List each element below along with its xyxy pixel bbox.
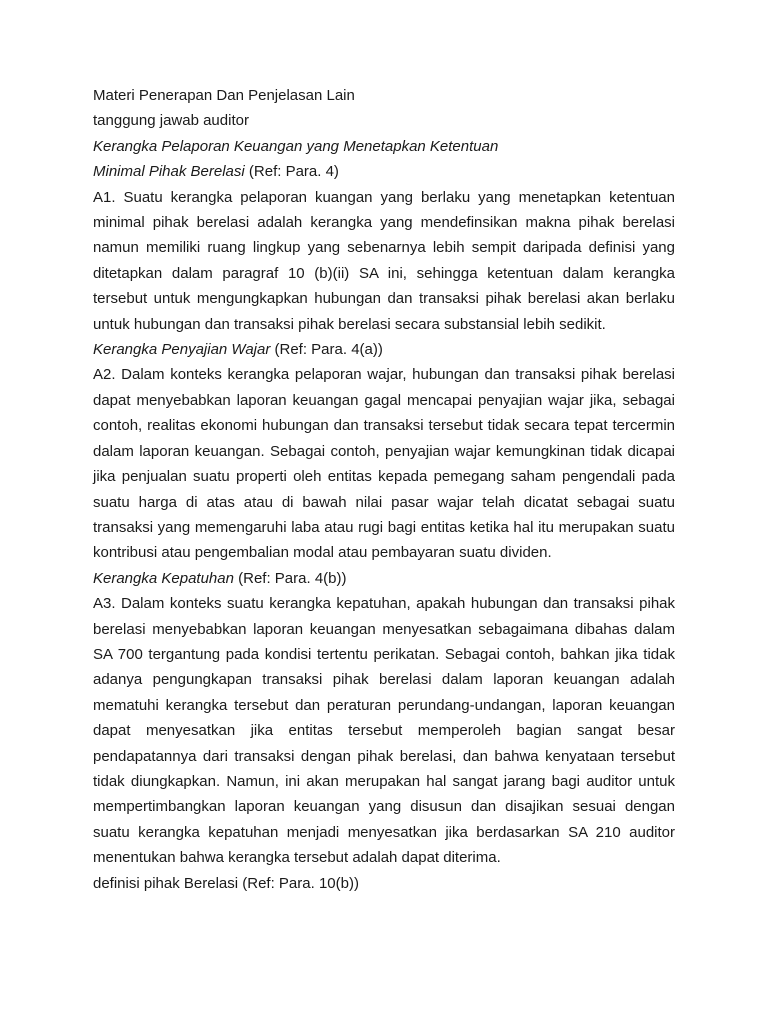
section-heading-fair-ref: (Ref: Para. 4(a))	[270, 341, 383, 359]
section-heading-compliance-ref: (Ref: Para. 4(b))	[233, 569, 347, 587]
paragraph-a3-text: A3. Dalam konteks suatu kerangka kepatuhan, apakah hubungan dan transaksi pihak berelasi menyebabkan laporan keuangan menyesatkan sebagaimana dibahas dalam SA 700 tergantung pada kondisi tertentu perikatan. Sebagai contoh, bahkan jika tidak adanya pengungkapan transaksi pihak berelasi dalam laporan keuangan adalah mematuhi kerangka tersebut dan peraturan perundang-undangan, laporan keuangan dapat menyesatkan jika entitas tersebut memperoleh bagian sangat besar pendapatannya dari transaksi dengan pihak berelasi, dan bahwa kenyataan tersebut tidak diungkapkan. Namun, ini akan merupakan hal sangat jarang bagi auditor untuk mempertimbangkan laporan keuangan yang disusun dan disajikan sesuai dengan suatu kerangka kepatuhan menjadi menyesatkan jika berdasarkan SA 210 auditor menentukan bahwa kerangka tersebut adalah dapat diterima.	[93, 595, 675, 867]
paragraph-a2-text: A2. Dalam konteks kerangka pelaporan wajar, hubungan dan transaksi pihak berelasi dapat menyebabkan laporan keuangan gagal mencapai penyajian wajar jika, sebagai contoh, realitas ekonomi hubungan dan transaksi tersebut tidak secara tepat tercermin dalam laporan keuangan. Sebagai contoh, penyajian wajar kemungkinan tidak dicapai jika penjualan suatu properti oleh entitas kepada pemegang saham pengendali pada suatu harga di atas atau di bawah nilai pasar wajar telah dicatat sebagai suatu transaksi yang memengaruhi laba atau rugi bagi entitas ketika hal itu merupakan suatu kontribusi atau pengembalian modal atau pembayaran suatu dividen.	[93, 366, 675, 562]
section-heading-minimal-ref: (Ref: Para. 4)	[244, 163, 339, 181]
document-page	[93, 83, 675, 896]
section-heading-minimal-title: Minimal Pihak Berelasi	[93, 163, 245, 181]
paragraph-a1	[93, 185, 675, 337]
paragraph-a2	[93, 362, 675, 565]
section-heading-minimal-line-1: Kerangka Pelaporan Keuangan yang Menetapkan Ketentuan	[93, 137, 499, 155]
section-heading-minimal-line-2	[93, 159, 675, 184]
document-title-line-2: tanggung jawab auditor	[93, 112, 249, 130]
definition-heading: definisi pihak Berelasi (Ref: Para. 10(b))	[93, 874, 359, 892]
section-heading-compliance-title: Kerangka Kepatuhan	[93, 569, 234, 587]
document-title-line-1: Materi Penerapan Dan Penjelasan Lain	[93, 87, 355, 104]
paragraph-a3	[93, 591, 675, 870]
paragraph-a1-text: A1. Suatu kerangka pelaporan kuangan yang berlaku yang menetapkan ketentuan minimal pihak berelasi adalah kerangka yang mendefinsikan makna pihak berelasi namun memiliki ruang lingkup yang sebenarnya lebih sempit daripada definisi yang ditetapkan dalam paragraf 10 (b)(ii) SA ini, sehingga ketentuan dalam kerangka tersebut untuk mengungkapkan hubungan dan transaksi pihak berelasi akan berlaku untuk hubungan dan transaksi pihak berelasi secara substansial lebih sedikit.	[93, 188, 675, 333]
section-heading-fair-presentation	[93, 337, 675, 362]
section-heading-compliance	[93, 566, 675, 591]
section-heading-fair-title: Kerangka Penyajian Wajar	[93, 341, 271, 359]
